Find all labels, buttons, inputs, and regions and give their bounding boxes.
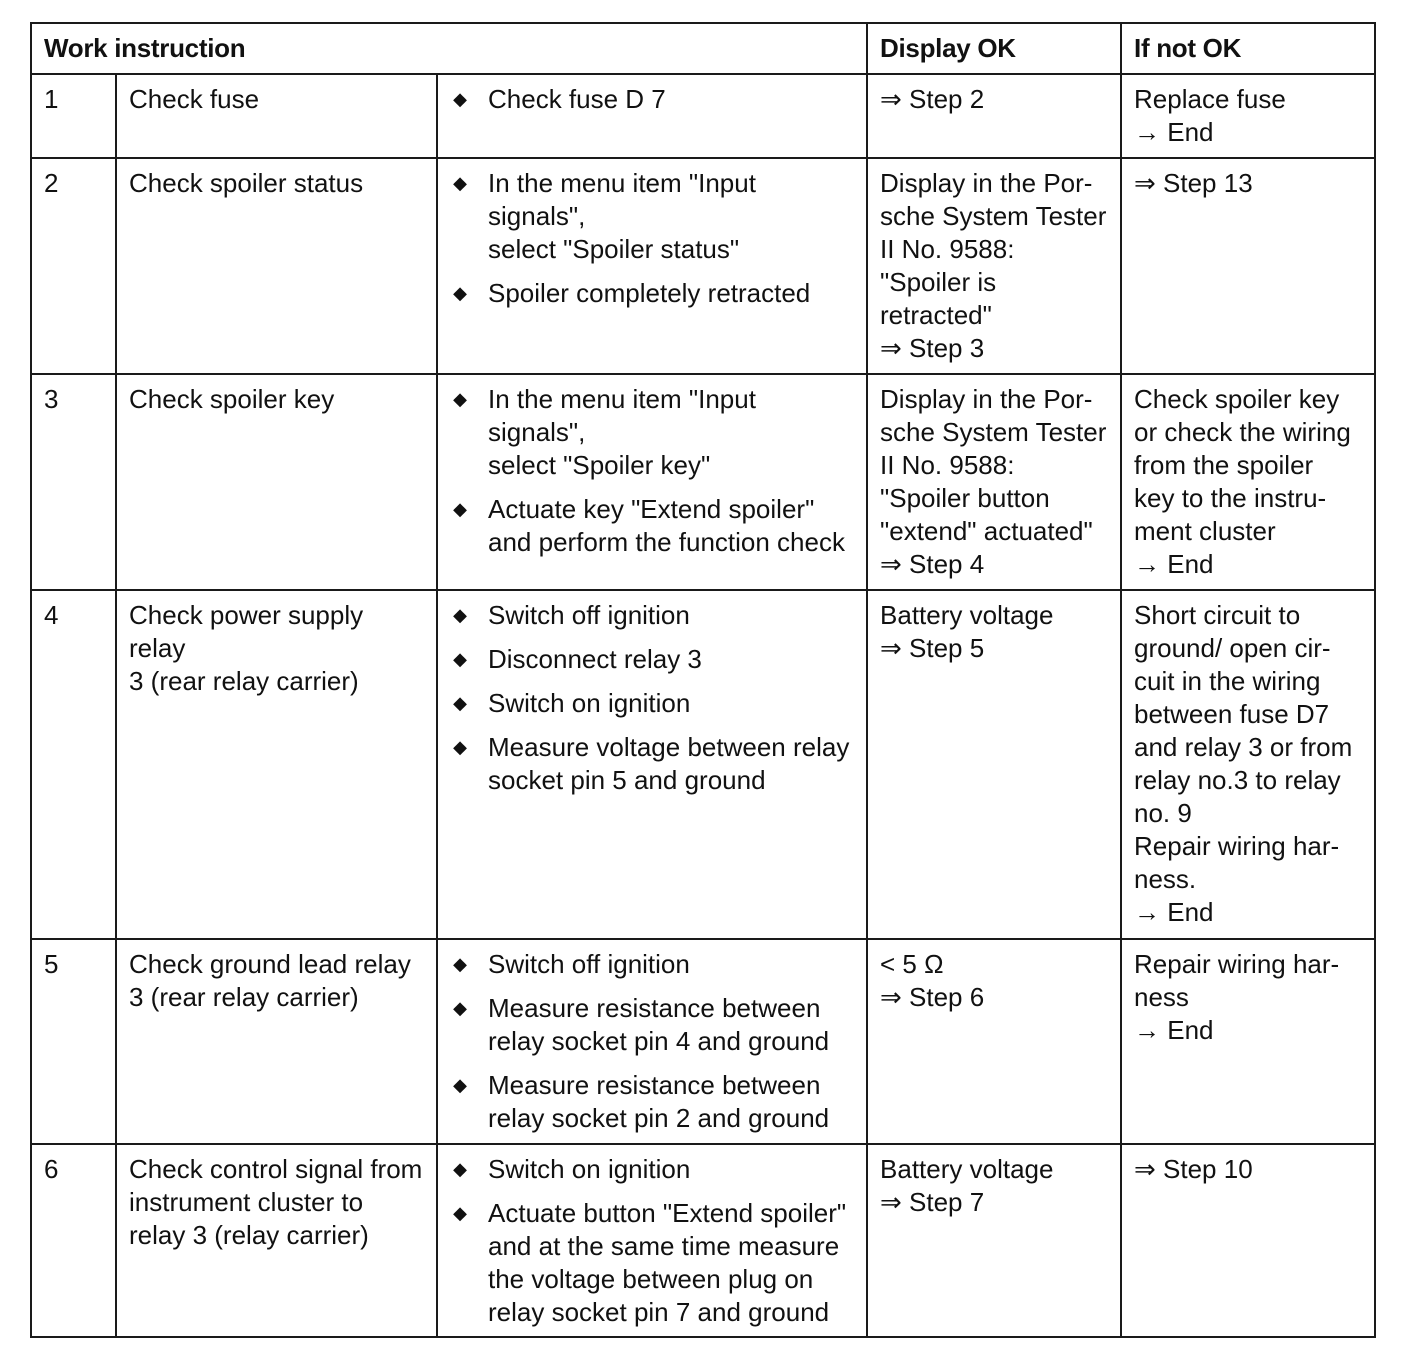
step-task: Check spoiler status [116, 158, 437, 374]
instruction-text: Disconnect relay 3 [488, 644, 702, 674]
diamond-bullet-icon: ◆ [453, 499, 467, 519]
step-number: 1 [31, 74, 116, 158]
step-instructions [437, 74, 867, 158]
instruction-text: Switch off ignition [488, 949, 690, 979]
step-instructions [437, 374, 867, 590]
step-task: Check control signal from instrument cluster to relay 3 (relay carrier) [116, 1144, 437, 1337]
list-item [450, 643, 856, 676]
table-row [31, 158, 1375, 374]
diamond-bullet-icon: ◆ [453, 173, 467, 193]
diamond-bullet-icon: ◆ [453, 998, 467, 1018]
diamond-bullet-icon: ◆ [453, 283, 467, 303]
list-item [450, 992, 856, 1058]
diamond-bullet-icon: ◆ [453, 605, 467, 625]
step-number: 2 [31, 158, 116, 374]
instruction-text: Measure resistance between relay socket pin 2 and ground [488, 1070, 830, 1133]
header-if-not-ok: If not OK [1121, 23, 1375, 74]
step-number: 5 [31, 939, 116, 1144]
instruction-list [450, 1153, 856, 1329]
step-task: Check spoiler key [116, 374, 437, 590]
diamond-bullet-icon: ◆ [453, 1075, 467, 1095]
if-not-ok-cell: Check spoiler key or check the wiring from the spoiler key to the instru- ment cluster → End [1121, 374, 1375, 590]
list-item [450, 1197, 856, 1329]
if-not-ok-cell: Repair wiring har- ness → End [1121, 939, 1375, 1144]
step-task: Check ground lead relay 3 (rear relay carrier) [116, 939, 437, 1144]
list-item [450, 167, 856, 266]
instruction-text: Spoiler completely retracted [488, 278, 811, 308]
display-ok-cell: Battery voltage ⇒ Step 5 [867, 590, 1121, 939]
display-ok-cell: Display in the Por- sche System Tester II No. 9588: "Spoiler is retracted" ⇒ Step 3 [867, 158, 1121, 374]
diamond-bullet-icon: ◆ [453, 1203, 467, 1223]
step-number: 6 [31, 1144, 116, 1337]
instruction-text: Actuate button "Extend spoiler" and at the same time measure the voltage between plug on relay socket pin 7 and ground [488, 1198, 847, 1327]
table-row [31, 374, 1375, 590]
if-not-ok-cell: ⇒ Step 10 [1121, 1144, 1375, 1337]
if-not-ok-cell: ⇒ Step 13 [1121, 158, 1375, 374]
step-instructions [437, 1144, 867, 1337]
list-item [450, 599, 856, 632]
list-item [450, 948, 856, 981]
instruction-text: Measure voltage between relay socket pin 5 and ground [488, 732, 850, 795]
list-item [450, 83, 856, 116]
diamond-bullet-icon: ◆ [453, 89, 467, 109]
display-ok-cell: Display in the Por- sche System Tester II No. 9588: "Spoiler button "extend" actuated" ⇒ Step 4 [867, 374, 1121, 590]
instruction-text: In the menu item "Input signals", select "Spoiler key" [488, 384, 756, 480]
table-row [31, 939, 1375, 1144]
display-ok-cell: < 5 Ω ⇒ Step 6 [867, 939, 1121, 1144]
diamond-bullet-icon: ◆ [453, 737, 467, 757]
table-header-row [31, 23, 1375, 74]
step-number: 4 [31, 590, 116, 939]
display-ok-cell: Battery voltage ⇒ Step 7 [867, 1144, 1121, 1337]
diamond-bullet-icon: ◆ [453, 954, 467, 974]
list-item [450, 687, 856, 720]
instruction-list [450, 948, 856, 1135]
diamond-bullet-icon: ◆ [453, 1159, 467, 1179]
instruction-text: Actuate key "Extend spoiler" and perform the function check [488, 494, 845, 557]
display-ok-cell: ⇒ Step 2 [867, 74, 1121, 158]
list-item [450, 1153, 856, 1186]
instruction-text: Check fuse D 7 [488, 84, 666, 114]
instruction-list [450, 167, 856, 310]
table-row [31, 1144, 1375, 1337]
step-instructions [437, 590, 867, 939]
list-item [450, 383, 856, 482]
if-not-ok-cell: Replace fuse → End [1121, 74, 1375, 158]
instruction-text: Switch off ignition [488, 600, 690, 630]
table-row [31, 590, 1375, 939]
instruction-list [450, 599, 856, 797]
step-instructions [437, 939, 867, 1144]
header-display-ok: Display OK [867, 23, 1121, 74]
header-work-instruction: Work instruction [31, 23, 867, 74]
step-task: Check fuse [116, 74, 437, 158]
work-instruction-table [30, 22, 1376, 1338]
instruction-text: In the menu item "Input signals", select "Spoiler status" [488, 168, 756, 264]
list-item [450, 731, 856, 797]
diamond-bullet-icon: ◆ [453, 389, 467, 409]
list-item [450, 493, 856, 559]
diamond-bullet-icon: ◆ [453, 693, 467, 713]
instruction-text: Measure resistance between relay socket pin 4 and ground [488, 993, 830, 1056]
list-item [450, 277, 856, 310]
list-item [450, 1069, 856, 1135]
instruction-text: Switch on ignition [488, 1154, 691, 1184]
instruction-list [450, 83, 856, 116]
step-task: Check power supply relay 3 (rear relay carrier) [116, 590, 437, 939]
if-not-ok-cell: Short circuit to ground/ open cir- cuit in the wiring between fuse D7 and relay 3 or from relay no.3 to relay no. 9 Repair wiring har- ness. → End [1121, 590, 1375, 939]
step-number: 3 [31, 374, 116, 590]
instruction-text: Switch on ignition [488, 688, 691, 718]
step-instructions [437, 158, 867, 374]
table-row [31, 74, 1375, 158]
instruction-list [450, 383, 856, 559]
diamond-bullet-icon: ◆ [453, 649, 467, 669]
